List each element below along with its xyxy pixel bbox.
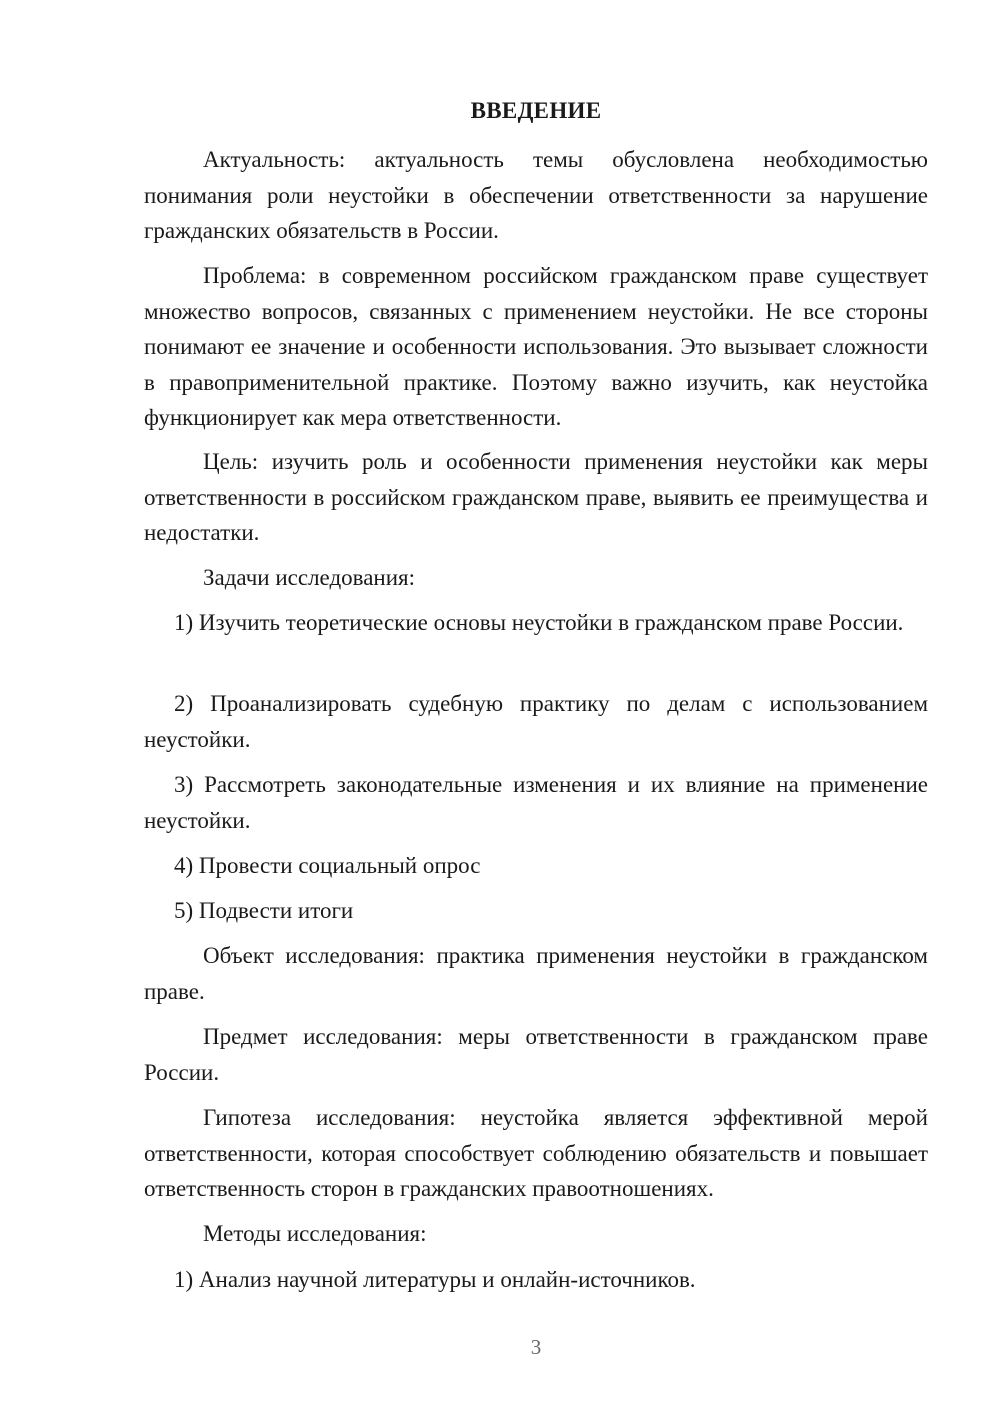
paragraph-methods-heading: Методы исследования: bbox=[203, 1221, 427, 1246]
paragraph-tasks-heading: Задачи исследования: bbox=[203, 565, 416, 590]
paragraph-relevance: Актуальность: актуальность темы обусловлена необходимостью понимания роли неустойки в обеспечении ответственности за нарушение гражданских обязательств в России. bbox=[144, 147, 928, 243]
paragraph-goal: Цель: изучить роль и особенности применения неустойки как меры ответственности в российском гражданском праве, выявить ее преимущества и недостатки. bbox=[144, 449, 928, 545]
list-item-method-1: 1) Анализ научной литературы и онлайн-источников. bbox=[174, 1267, 696, 1292]
list-item-task-3: 3) Рассмотреть законодательные изменения и их влияние на применение неустойки. bbox=[144, 772, 928, 833]
page-number: 3 bbox=[530, 1335, 542, 1359]
list-item-task-5: 5) Подвести итоги bbox=[174, 898, 354, 923]
paragraph-problem: Проблема: в современном российском гражданском праве существует множество вопросов, связанных с применением неустойки. Не все стороны понимают ее значение и особенности использования. Это вызывает сложности в правоприменительной практике. Поэтому важно изучить, как неустойка функционирует как мера ответственности. bbox=[144, 263, 928, 430]
document-page bbox=[144, 0, 928, 1414]
paragraph-object: Объект исследования: практика применения неустойки в гражданском праве. bbox=[144, 943, 928, 1004]
list-item-task-2: 2) Проанализировать судебную практику по делам с использованием неустойки. bbox=[144, 691, 928, 752]
list-item-task-4: 4) Провести социальный опрос bbox=[174, 853, 481, 878]
paragraph-subject: Предмет исследования: меры ответственности в гражданском праве России. bbox=[144, 1024, 928, 1085]
paragraph-hypothesis: Гипотеза исследования: неустойка является эффективной мерой ответственности, которая способствует соблюдению обязательств и повышает ответственность сторон в гражданских правоотношениях. bbox=[144, 1105, 928, 1201]
page-title: ВВЕДЕНИЕ bbox=[470, 98, 602, 123]
list-item-task-1: 1) Изучить теоретические основы неустойки в гражданском праве России. bbox=[174, 610, 904, 635]
